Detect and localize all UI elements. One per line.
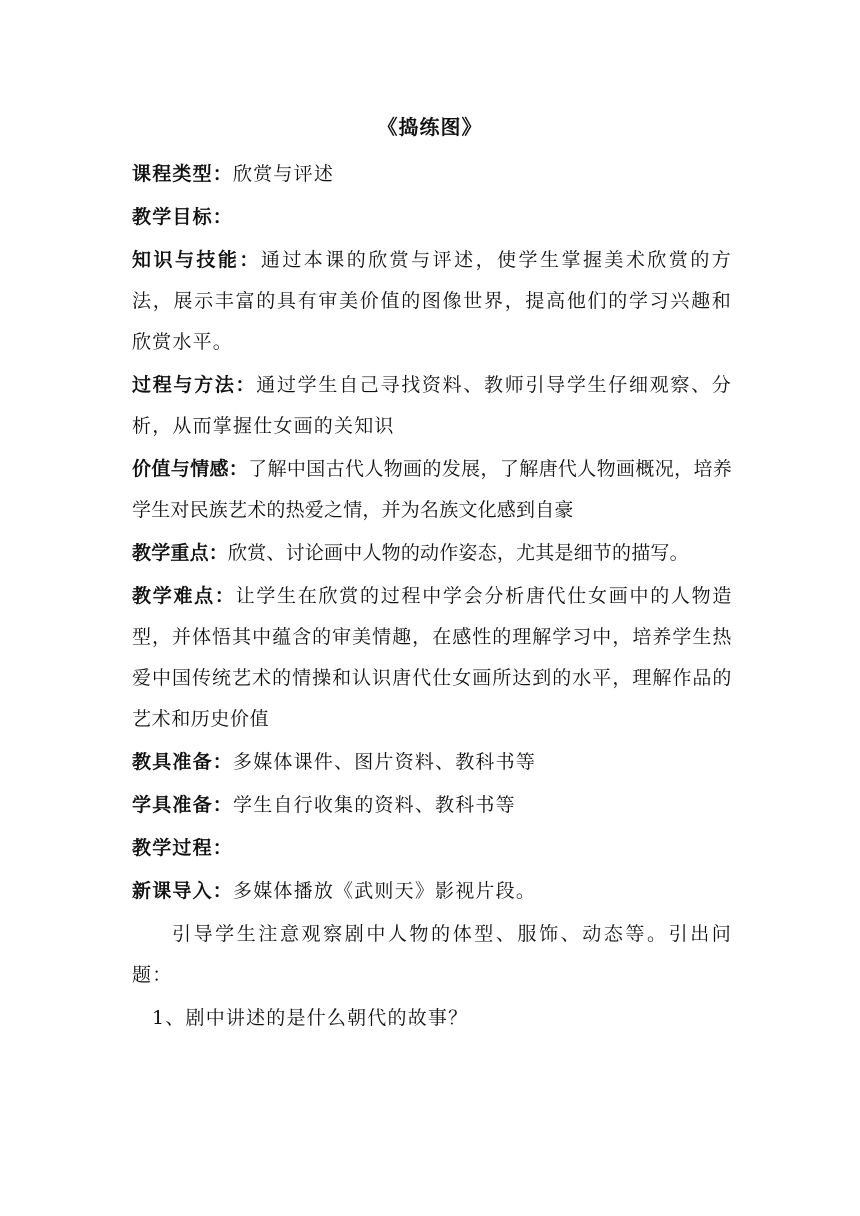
process-method-label: 过程与方法： [132,374,257,396]
knowledge-text: 通过本课的欣赏与评述，使学生掌握美术欣赏的方法，展示丰富的具有审美价值的图像世界，提高他们的学习兴趣和欣赏水平。 [132,249,732,353]
process-method-text: 通过学生自己寻找资料、教师引导学生仔细观察、分析，从而掌握仕女画的关知识 [132,374,732,437]
student-tools-text: 学生自行收集的资料、教科书等 [233,794,516,816]
student-tools-label: 学具准备： [132,794,234,816]
course-type-text: 欣赏与评述 [233,163,335,185]
guide-paragraph: 引导学生注意观察剧中人物的体型、服饰、动态等。引出问题： [132,923,732,986]
intro-text: 多媒体播放《武则天》影视片段。 [233,880,537,902]
intro-label: 新课导入： [132,880,234,902]
key-points-paragraph [132,533,732,574]
teaching-process-paragraph [132,828,732,869]
difficulties-text: 让学生在欣赏的过程中学会分析唐代仕女画中的人物造型，并体悟其中蕴含的审美情趣，在感性的理解学习中，培养学生热爱中国传统艺术的情操和认识唐代仕女画所达到的水平，理解作品的艺术和历史价值 [132,585,732,730]
teaching-process-label: 教学过程： [132,837,234,859]
teacher-tools-text: 多媒体课件、图片资料、教科书等 [233,751,537,773]
process-method-paragraph [132,365,732,447]
knowledge-paragraph [132,240,732,363]
document-title: 《捣练图》 [377,115,483,139]
difficulties-paragraph [132,576,732,740]
teacher-tools-paragraph [132,742,732,783]
document-body [132,154,732,1039]
values-text: 了解中国古代人物画的发展，了解唐代人物画概况，培养学生对民族艺术的热爱之情，并为名族文化感到自豪 [132,458,732,521]
course-type-label: 课程类型： [132,163,234,185]
difficulties-label: 教学难点： [132,585,236,607]
values-paragraph [132,449,732,531]
key-points-label: 教学重点： [132,542,229,564]
teacher-tools-label: 教具准备： [132,751,234,773]
intro-paragraph [132,871,732,912]
objectives-label: 教学目标： [132,206,234,228]
key-points-text: 欣赏、讨论画中人物的动作姿态，尤其是细节的描写。 [228,542,689,564]
course-type-paragraph [132,154,732,195]
objectives-paragraph [132,197,732,238]
values-label: 价值与情感： [132,458,249,480]
knowledge-label: 知识与技能： [132,249,261,271]
student-tools-paragraph [132,785,732,826]
question-1: 1、剧中讲述的是什么朝代的故事？ [152,1007,469,1029]
